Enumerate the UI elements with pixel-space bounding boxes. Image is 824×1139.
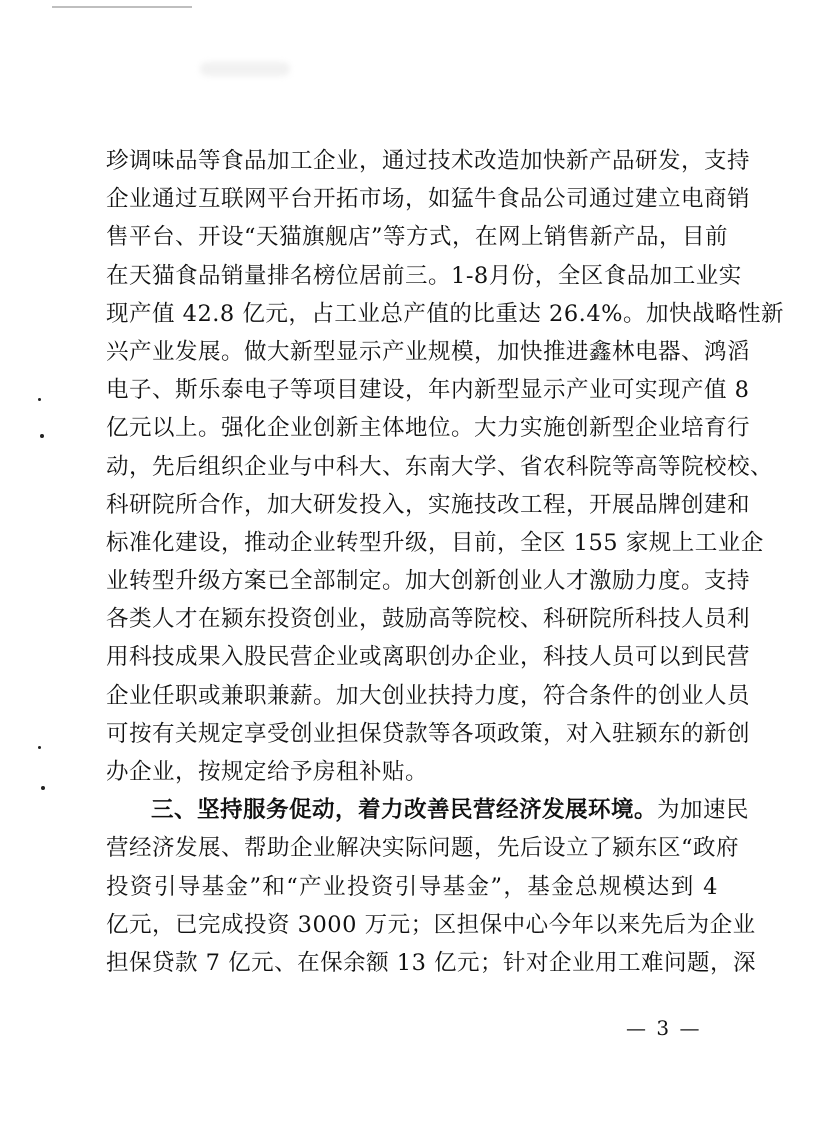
text-line: 动，先后组织企业与中科大、东南大学、省农科院等高等院校校、 — [106, 453, 774, 480]
text-line: 投资引导基金”和“产业投资引导基金”，基金总规模达到 4 — [106, 873, 718, 900]
scan-speck — [38, 746, 41, 749]
text-line: 现产值 42.8 亿元，占工业总产值的比重达 26.4%。加快战略性新 — [106, 300, 785, 327]
text-line: 办企业，按规定给予房租补贴。 — [106, 759, 429, 785]
text-line: 珍调味品等食品加工企业，通过技术改造加快新产品研发，支持 — [106, 148, 751, 174]
section3-first-line-text: 为加速民 — [657, 797, 750, 824]
scan-speck — [38, 398, 41, 401]
text-line: 兴产业发展。做大新型显示产业规模，加快推进鑫林电器、鸿滔 — [106, 338, 751, 365]
text-line: 营经济发展、帮助企业解决实际问题，先后设立了颍东区“政府 — [106, 835, 740, 862]
text-line: 标准化建设，推动企业转型升级，目前，全区 155 家规上工业企 — [106, 529, 764, 556]
text-line: 科研院所合作，加大研发投入，实施技改工程，开展品牌创建和 — [106, 491, 751, 518]
text-line: 担保贷款 7 亿元、在保余额 13 亿元；针对企业用工难问题，深 — [106, 949, 757, 976]
text-line: 用科技成果入股民营企业或离职创办企业，科技人员可以到民营 — [106, 644, 751, 671]
text-line: 电子、斯乐泰电子等项目建设，年内新型显示产业可实现产值 8 — [106, 377, 750, 404]
text-line: 在天猫食品销量排名榜位居前三。1-8月份，全区食品加工业实 — [106, 262, 742, 289]
text-line: 售平台、开设“天猫旗舰店”等方式，在网上销售新产品，目前 — [106, 224, 729, 251]
body-text — [106, 142, 785, 982]
scan-speck — [40, 434, 44, 438]
page-number: — 3 — — [626, 1016, 702, 1040]
section3-first-line — [106, 791, 750, 829]
text-line: 亿元以上。强化企业创新主体地位。大力实施创新型企业培育行 — [106, 415, 751, 442]
scan-speck — [41, 786, 45, 790]
text-line: 企业通过互联网平台开拓市场，如猛牛食品公司通过建立电商销 — [106, 186, 751, 213]
scan-smudge — [200, 62, 290, 76]
text-line: 业转型升级方案已全部制定。加大创新创业人才激励力度。支持 — [106, 568, 751, 595]
scan-top-rule — [52, 6, 192, 8]
text-line: 可按有关规定享受创业担保贷款等各项政策，对入驻颍东的新创 — [106, 720, 751, 747]
section3-heading: 三、坚持服务促动，着力改善民营经济发展环境。 — [151, 797, 658, 824]
text-line: 各类人才在颍东投资创业，鼓励高等院校、科研院所科技人员利 — [106, 606, 751, 633]
text-line: 亿元，已完成投资 3000 万元；区担保中心今年以来先后为企业 — [106, 911, 756, 938]
text-line: 企业任职或兼职兼薪。加大创业扶持力度，符合条件的创业人员 — [106, 682, 751, 709]
